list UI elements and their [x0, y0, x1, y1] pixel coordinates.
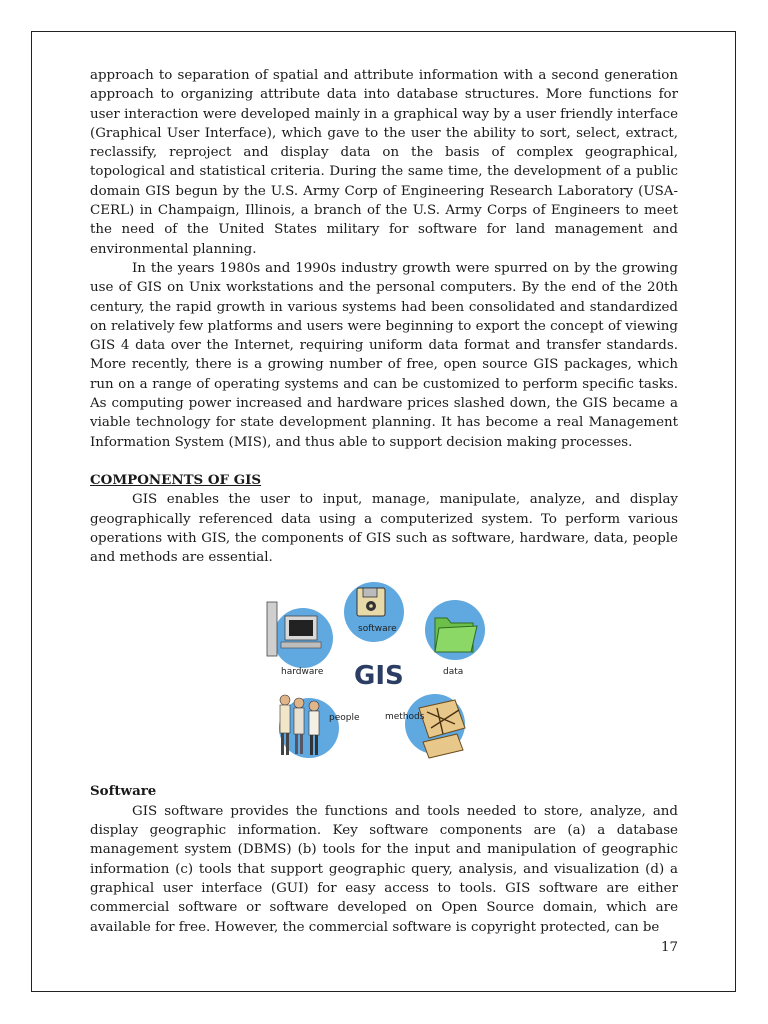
gis-components-diagram — [259, 578, 509, 778]
software-label: software — [358, 624, 397, 635]
people-component — [279, 695, 360, 758]
people-label: people — [329, 713, 360, 724]
gis-components-figure — [90, 578, 678, 778]
document-body — [90, 66, 678, 937]
hardware-label: hardware — [281, 667, 324, 678]
software-heading: Software — [90, 783, 157, 800]
data-component — [425, 600, 485, 677]
methods-component — [385, 694, 465, 758]
methods-label: methods — [385, 712, 425, 723]
map-scroll-icon — [419, 700, 465, 758]
page-number: 17 — [660, 940, 678, 955]
software-paragraph: GIS software provides the functions and tools needed to store, analyze, and display geographic information. Key software components are (a) a database management system (DBMS) (b) tools for the input and manipulation of geographic information (c) tools that support geographic query, analysis, and visualization (d) a graphical user interface (GUI) for easy access to tools. GIS software are either commercial software or software developed on Open Source domain, which are available for free. However, the commercial software is copyright protected, can be — [90, 803, 678, 935]
gis-figure-title: GIS — [354, 661, 404, 692]
software-component — [344, 582, 404, 642]
components-paragraph: GIS enables the user to input, manage, manipulate, analyze, and display geographically referenced data using a computerized system. To perform various operations with GIS, the components of GIS such as software, hardware, data, people and methods are essential. — [90, 492, 678, 566]
hardware-component — [267, 602, 333, 677]
intro-paragraph-1: approach to separation of spatial and attribute information with a second generation approach to organizing attribute data into database structures. More functions for user interaction were developed mainly in a graphical way by a user friendly interface (Graphical User Interface), which gave to the user the ability to sort, select, extract, reclassify, reproject and display data on the basis of complex geographical, topological and statistical criteria. During the same time, the development of a public domain GIS begun by the U.S. Army Corp of Engineering Research Laboratory (USA-CERL) in Champaign, Illinois, a branch of the U.S. Army Corps of Engineers to meet the need of the United States military for software for land management and environmental planning. — [90, 68, 678, 257]
floppy-disk-icon — [357, 588, 385, 616]
folder-icon — [435, 618, 477, 652]
data-label: data — [443, 667, 464, 678]
intro-paragraph-2: In the years 1980s and 1990s industry growth were spurred on by the growing use of GIS on Unix workstations and the personal computers. By the end of the 20th century, the rapid growth in various systems had been consolidated and standardized on relatively few platforms and users were beginning to export the concept of viewing GIS 4 data over the Internet, requiring uniform data format and transfer standards. More recently, there is a growing number of free, open source GIS packages, which run on a range of operating systems and can be customized to perform specific tasks. As computing power increased and hardware prices slashed down, the GIS became a viable technology for state development planning. It has become a real Management Information System (MIS), and thus able to support decision making processes. — [90, 260, 678, 450]
components-heading: COMPONENTS OF GIS — [90, 471, 262, 488]
